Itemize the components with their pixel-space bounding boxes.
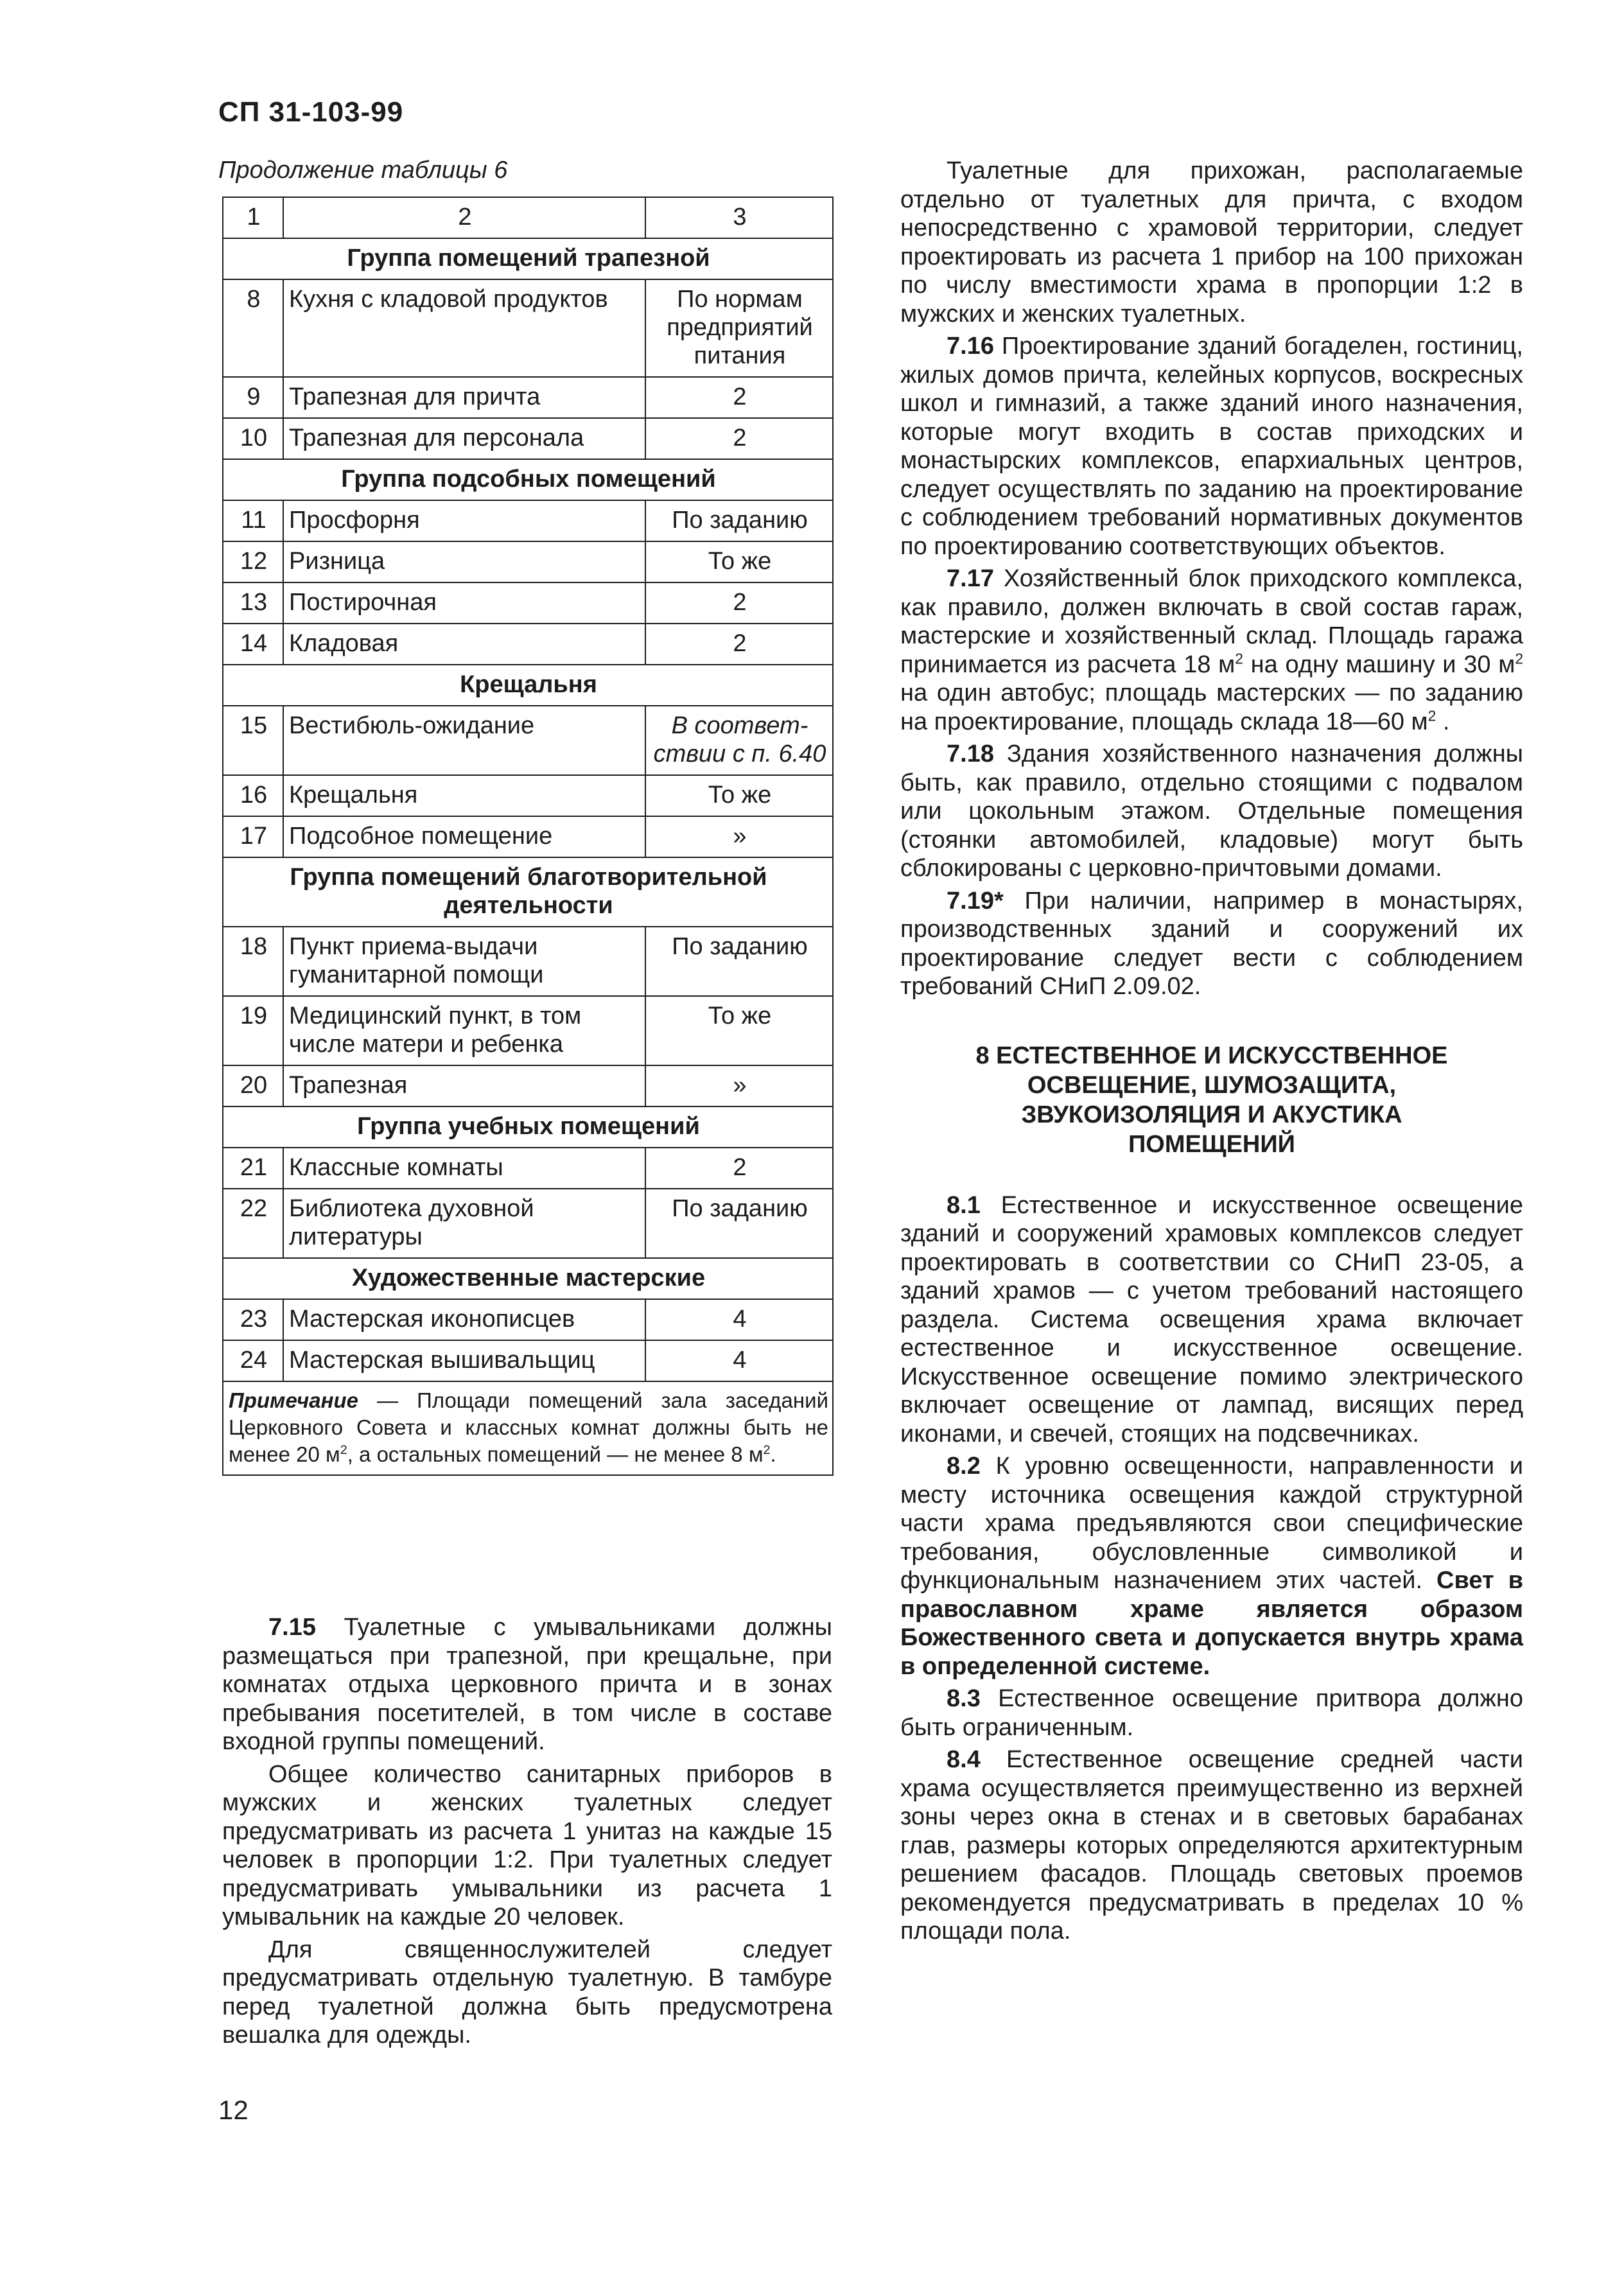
table-row — [223, 418, 833, 459]
row-number: 15 — [223, 706, 283, 775]
bold-statement: Свет в православном храме является образом Божественного света и допускается внутрь храма в определенной системе. — [900, 1567, 1523, 1680]
area-value: » — [645, 816, 833, 857]
row-number: 13 — [223, 582, 283, 624]
clause-number: 7.17 — [947, 565, 994, 592]
table-note-row — [223, 1381, 833, 1475]
table-row — [223, 927, 833, 996]
table-6 — [222, 197, 834, 1476]
paragraph-8-4: 8.4 Естественное освещение средней части храма осуществляется преимущественно из верхней зоны через окна в стенах и в световых барабанах глав, размеры которых определяются архитектурным решением фасадов. Площадь световых проемов рекомендуется предусматривать в пределах 10 % площади пола. — [900, 1746, 1523, 1945]
table-row — [223, 500, 833, 541]
area-value: 2 — [645, 624, 833, 665]
row-number: 10 — [223, 418, 283, 459]
table-row — [223, 582, 833, 624]
paragraph-parish-toilets: Туалетные для прихожан, располагаемые отдельно от туалетных для причта, с входом непосредственно с храмовой территории, следует проектировать из расчета 1 прибор на 100 прихожан по числу вместимости храма в пропорции 1:2 в мужских и женских туалетных. — [900, 157, 1523, 328]
table-caption: Продолжение таблицы 6 — [218, 157, 508, 184]
paragraph-8-3: 8.3 Естественное освещение притвора должно быть ограниченным. — [900, 1685, 1523, 1741]
group-title: Группа помещений трапезной — [223, 238, 833, 279]
area-value: По заданию — [645, 500, 833, 541]
paragraph-7-18: 7.18 Здания хозяйственного назначения должны быть, как правило, отдельно стоящими с подвалом или цокольным этажом. Отдельные помещения (стоянки автомобилей, кладовые) могут быть сблокированы с церковно-причтовыми домами. — [900, 740, 1523, 882]
paragraph-7-19: 7.19* При наличии, например в монастырях, производственных зданий и сооружений их проектирование следует вести с соблюдением требований СНиП 2.09.02. — [900, 887, 1523, 1000]
table-row — [223, 816, 833, 857]
row-number: 17 — [223, 816, 283, 857]
row-number: 20 — [223, 1065, 283, 1106]
row-number: 22 — [223, 1189, 283, 1258]
table-group-row — [223, 857, 833, 927]
table-container — [222, 197, 832, 1476]
area-value: В соответ-ствии с п. 6.40 — [645, 706, 833, 775]
room-name: Ризница — [283, 541, 645, 582]
row-number: 16 — [223, 775, 283, 816]
table-row — [223, 377, 833, 418]
area-value: 2 — [645, 582, 833, 624]
room-name: Трапезная для персонала — [283, 418, 645, 459]
table-header-row — [223, 197, 833, 238]
area-value: По заданию — [645, 1189, 833, 1258]
section-8-heading: 8 ЕСТЕСТВЕННОЕ И ИСКУССТВЕННОЕ ОСВЕЩЕНИЕ, ШУМОЗАЩИТА, ЗВУКОИЗОЛЯЦИЯ И АКУСТИКА ПОМЕЩЕНИЙ — [975, 1042, 1448, 1158]
paragraph-8-2: 8.2 К уровню освещенности, направленности и месту источника освещения каждой структурной части храма предъявляются свои специфические требования, обусловленные символикой и функциональным назначением этих частей. Свет в православном храме является образом Божественного света и допускается внутрь храма в определенной системе. — [900, 1453, 1523, 1680]
room-name: Подсобное помещение — [283, 816, 645, 857]
room-name: Классные комнаты — [283, 1148, 645, 1189]
table-row — [223, 624, 833, 665]
table-row — [223, 1299, 833, 1340]
row-number: 18 — [223, 927, 283, 996]
group-title: Группа помещений благотворительной деятельности — [223, 857, 833, 927]
clause-number: 8.1 — [947, 1191, 981, 1219]
table-row — [223, 996, 833, 1065]
table-note: Примечание — Площади помещений зала заседаний Церковного Совета и классных комнат должны быть не менее 20 $м^2$, а остальных помещений — не менее 8 $м^2$. — [223, 1381, 833, 1475]
area-value: 2 — [645, 1148, 833, 1189]
left-column-text — [222, 1613, 832, 2054]
area-value: По заданию — [645, 927, 833, 996]
row-number: 19 — [223, 996, 283, 1065]
room-name: Трапезная — [283, 1065, 645, 1106]
area-value: То же — [645, 996, 833, 1065]
area-value: 2 — [645, 418, 833, 459]
area-value: По нормам предприятий питания — [645, 279, 833, 377]
table-row — [223, 541, 833, 582]
row-number: 24 — [223, 1340, 283, 1381]
room-name: Крещальня — [283, 775, 645, 816]
room-name: Мастерская вышивальщиц — [283, 1340, 645, 1381]
room-name: Мастерская иконописцев — [283, 1299, 645, 1340]
paragraph-sanitary: Общее количество санитарных приборов в мужских и женских туалетных следует предусматривать из расчета 1 унитаз на каждые 15 человек в пропорции 1:2. При туалетных следует предусматривать умывальники из расчета 1 умывальник на каждые 20 человек. — [222, 1760, 832, 1930]
document-code: СП 31-103-99 — [218, 96, 404, 128]
column-header-1: 1 — [223, 197, 283, 238]
page-number: 12 — [218, 2095, 249, 2125]
group-title: Художественные мастерские — [223, 1258, 833, 1299]
paragraph-7-16: 7.16 Проектирование зданий богаделен, гостиниц, жилых домов причта, келейных корпусов, воскресных школ и гимназий, а также зданий иного назначения, которые могут входить в состав приходских и монастырских комплексов, епархиальных центров, следует осуществлять по заданию на проектирование с соблюдением требований нормативных документов по проектированию соответствующих объектов. — [900, 333, 1523, 560]
room-name: Кухня с кладовой продуктов — [283, 279, 645, 377]
room-name: Трапезная для причта — [283, 377, 645, 418]
room-name: Медицинский пункт, в том числе матери и ребенка — [283, 996, 645, 1065]
area-value: » — [645, 1065, 833, 1106]
clause-number: 7.15 — [268, 1614, 316, 1641]
area-value: 2 — [645, 377, 833, 418]
table-row — [223, 775, 833, 816]
paragraph-7-15: 7.15 Туалетные с умывальниками должны размещаться при трапезной, при крещальне, при комнатах отдыха церковного причта и в зонах пребывания посетителей, в том числе в составе входной группы помещений. — [222, 1614, 832, 1755]
room-name: Постирочная — [283, 582, 645, 624]
table-group-row — [223, 1106, 833, 1148]
right-column-text — [900, 157, 1523, 1950]
note-label: Примечание — [229, 1388, 359, 1412]
table-group-row — [223, 459, 833, 500]
room-name: Кладовая — [283, 624, 645, 665]
table-group-row — [223, 1258, 833, 1299]
table-row — [223, 1189, 833, 1258]
row-number: 12 — [223, 541, 283, 582]
area-value: 4 — [645, 1340, 833, 1381]
column-header-2: 2 — [283, 197, 645, 238]
group-title: Группа учебных помещений — [223, 1106, 833, 1148]
clause-number: 8.2 — [947, 1453, 981, 1480]
row-number: 8 — [223, 279, 283, 377]
area-value: 4 — [645, 1299, 833, 1340]
clause-number: 7.16 — [947, 333, 994, 360]
paragraph-8-1: 8.1 Естественное и искусственное освещение зданий и сооружений храмовых комплексов следует проектировать в соответствии со СНиП 23-05, а зданий храмов — с учетом требований настоящего раздела. Система освещения храма включает естественное и искусственное освещение. Искусственное освещение помимо электрического включает освещение от лампад, висящих перед иконами, и свечей, стоящих на подсвечниках. — [900, 1191, 1523, 1447]
row-number: 11 — [223, 500, 283, 541]
area-value: То же — [645, 775, 833, 816]
paragraph-7-17: 7.17 Хозяйственный блок приходского комплекса, как правило, должен включать в свой состав гараж, мастерские и хозяйственный склад. Площадь гаража принимается из расчета 18 $м^2$ на одну машину и 30 $м^2$ на один автобус; площадь мастерских — по заданию на проектирование, площадь склада 18—60 $м^2$ . — [900, 565, 1524, 735]
table-row — [223, 1148, 833, 1189]
row-number: 9 — [223, 377, 283, 418]
row-number: 14 — [223, 624, 283, 665]
clause-number: 7.19* — [947, 887, 1004, 914]
table-group-row — [223, 238, 833, 279]
row-number: 23 — [223, 1299, 283, 1340]
group-title: Крещальня — [223, 665, 833, 706]
paragraph-clergy: Для священнослужителей следует предусматривать отдельную туалетную. В тамбуре перед туалетной должна быть предусмотрена вешалка для одежды. — [222, 1936, 832, 2049]
clause-number: 7.18 — [947, 740, 994, 767]
table-row — [223, 706, 833, 775]
room-name: Просфорня — [283, 500, 645, 541]
room-name: Пункт приема-выдачи гуманитарной помощи — [283, 927, 645, 996]
table-row — [223, 279, 833, 377]
clause-number: 8.3 — [947, 1685, 981, 1712]
table-row — [223, 1340, 833, 1381]
area-value: То же — [645, 541, 833, 582]
row-number: 21 — [223, 1148, 283, 1189]
room-name: Библиотека духовной литературы — [283, 1189, 645, 1258]
clause-number: 8.4 — [947, 1746, 981, 1773]
table-row — [223, 1065, 833, 1106]
table-group-row — [223, 665, 833, 706]
room-name: Вестибюль-ожидание — [283, 706, 645, 775]
column-header-3: 3 — [645, 197, 833, 238]
group-title: Группа подсобных помещений — [223, 459, 833, 500]
